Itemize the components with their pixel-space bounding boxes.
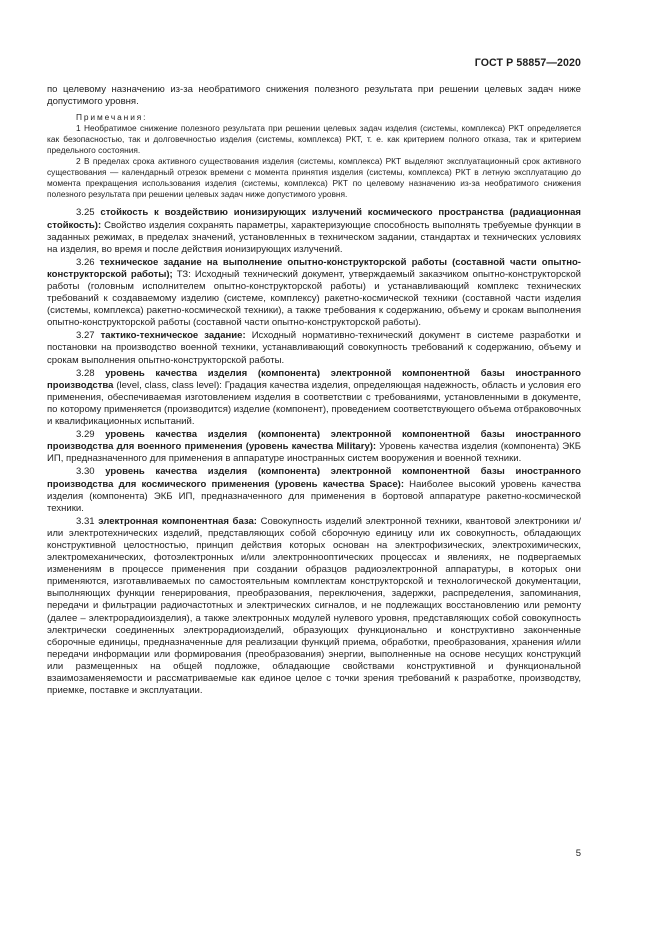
definition-3-29 xyxy=(47,429,581,465)
definition-text: (level, class, class level): Градация качества изделия, определяющая надежность, область и условия его применения, обеспечиваемая изготовлением изделия в соответствии с требованиями, установленными в документе, по которому применяется (производится) изделие (компонент), проведением соответствующего объема отбраковочных и квалификационных испытаний. xyxy=(47,379,581,428)
definition-term: электронная компонентная база: xyxy=(98,515,257,527)
definition-text: ТЗ: Исходный технический документ, утверждаемый заказчиком опытно-конструкторской работы (головным исполнителем опытно-конструкторской работы) и устанавливающий комплекс технических требований к создаваемому изделию (системе, комплексу) ракетно-космической техники (составной части изделия (системы, комплекса) ракетно-космической техники), а также требования к содержанию, объему и срокам выполнения опытно-конструкторской работы (составной части опытно-конструкторской работы). xyxy=(47,268,581,329)
definition-3-28 xyxy=(47,368,581,428)
definition-text: Исходный нормативно-технический документ в системе разработки и постановки на производство военной техники, устанавливающий совокупность требований к содержанию, объему и срокам выполнения опытно-конструкторской работы. xyxy=(47,330,582,366)
definition-number: 3.25 xyxy=(76,207,95,219)
notes-label: Примечания: xyxy=(76,112,148,123)
definition-text: Уровень качества изделия (компонента) ЭКБ ИП, предназначенного для применения в аппаратуре иностранных систем вооружения и военной техники. xyxy=(47,441,581,465)
note-item: 2 В пределах срока активного существования изделия (системы, комплекса) РКТ выделяют эксплуатационный срок активного существования — календарный отрезок времени с момента принятия изделия (системы, комплекса) РКТ в летную эксплуатацию до момента прекращения использования изделия (системы, комплекса) РКТ по целевому назначению из-за необратимого снижения полезного результата при решении целевых задач ниже допустимого уровня. xyxy=(47,155,581,199)
page-number: 5 xyxy=(575,848,581,859)
definition-term: техническое задание на выполнение опытно-конструкторской работы (составной части опытно-конструкторской работы); xyxy=(47,256,581,280)
document-body xyxy=(47,84,581,697)
definition-3-27 xyxy=(47,330,581,366)
definition-number: 3.29 xyxy=(76,429,95,441)
definition-number: 3.27 xyxy=(76,330,95,342)
definition-number: 3.30 xyxy=(76,466,95,478)
notes-block xyxy=(47,112,581,199)
definition-text: Совокупность изделий электронной техники, квантовой электроники и/или электротехнических изделий, представляющих собой сборочную единицу или их совокупность, обладающих конструктивной целостностью, принцип действия которых основан на электрофизических, электрохимических, электромеханических, фотоэлектронных и/или электроннооптических процессах и явлениях, не подвергаемых изменениям в процессе применения при создании образцов радиоэлектронной аппаратуры, в которых они применяются, изготавливаемых по самостоятельным комплектам конструкторской и технологической документации, выполняющих функции генерирования, преобразования, переключения, задержки, распределения, запоминания, передачи и фильтрации радиочастотных и электрических сигналов, и не подлежащих восстановлению или ремонту (далее – электрорадиоизделия), а также электронных модулей нулевого уровня, представляющих собой совокупность электрически соединенных электрорадиоизделий, образующих функционально и конструктивно законченные сборочные единицы, предназначенные для реализации функций приема, обработки, преобразования, хранения и/или передачи информации или формирования (преобразования) энергии, выполненные на основе несущих конструкций или размещенных на общей подложке, обладающие свойствами конструктивной и функциональной взаимозаменяемости и рассматриваемые как единое целое с точки зрения требований к разработке, производству, приемке, поставке и эксплуатации. xyxy=(47,515,581,697)
document-header: ГОСТ Р 58857—2020 xyxy=(474,57,581,69)
lead-paragraph: по целевому назначению из-за необратимого снижения полезного результата при решении целевых задач ниже допустимого уровня. xyxy=(47,84,581,108)
definition-term: уровень качества изделия (компонента) электронной компонентной базы иностранного производства xyxy=(47,367,582,391)
definition-text: Наиболее высокий уровень качества изделия (компонента) ЭКБ ИП, предназначенного для применения в бортовой аппаратуре ракетно-космической техники. xyxy=(47,478,581,514)
definition-3-31 xyxy=(47,516,581,697)
definition-3-25 xyxy=(47,207,581,255)
note-item: 1 Необратимое снижение полезного результата при решении целевых задач изделия (системы, комплекса) РКТ определяется как безопасностью, так и долговечностью изделия (системы, комплекса) РКТ, т. е. как критерием полного отказа, так и критерием предельного состояния. xyxy=(47,123,581,155)
definition-term: тактико-техническое задание: xyxy=(100,330,246,342)
definition-term: уровень качества изделия (компонента) электронной компонентной базы иностранного производства для космического применения (уровень качества Space): xyxy=(47,466,582,490)
definition-number: 3.28 xyxy=(76,367,95,379)
definition-text: Свойство изделия сохранять параметры, характеризующие способность выполнять требуемые функции в заданных режимах, в пределах значений, установленных в техническом задании, стандартах и технических условиях на изделия, во время и после действия ионизирующих излучений. xyxy=(47,219,581,255)
definition-number: 3.26 xyxy=(76,256,95,268)
definition-term: уровень качества изделия (компонента) электронной компонентной базы иностранного производства для военного применения (уровень качества Military): xyxy=(47,429,582,453)
definition-number: 3.31 xyxy=(76,515,95,527)
definition-term: стойкость к воздействию ионизирующих излучений космического пространства (радиационная стойкость): xyxy=(47,207,582,231)
definition-3-26 xyxy=(47,257,581,330)
definition-3-30 xyxy=(47,466,581,514)
